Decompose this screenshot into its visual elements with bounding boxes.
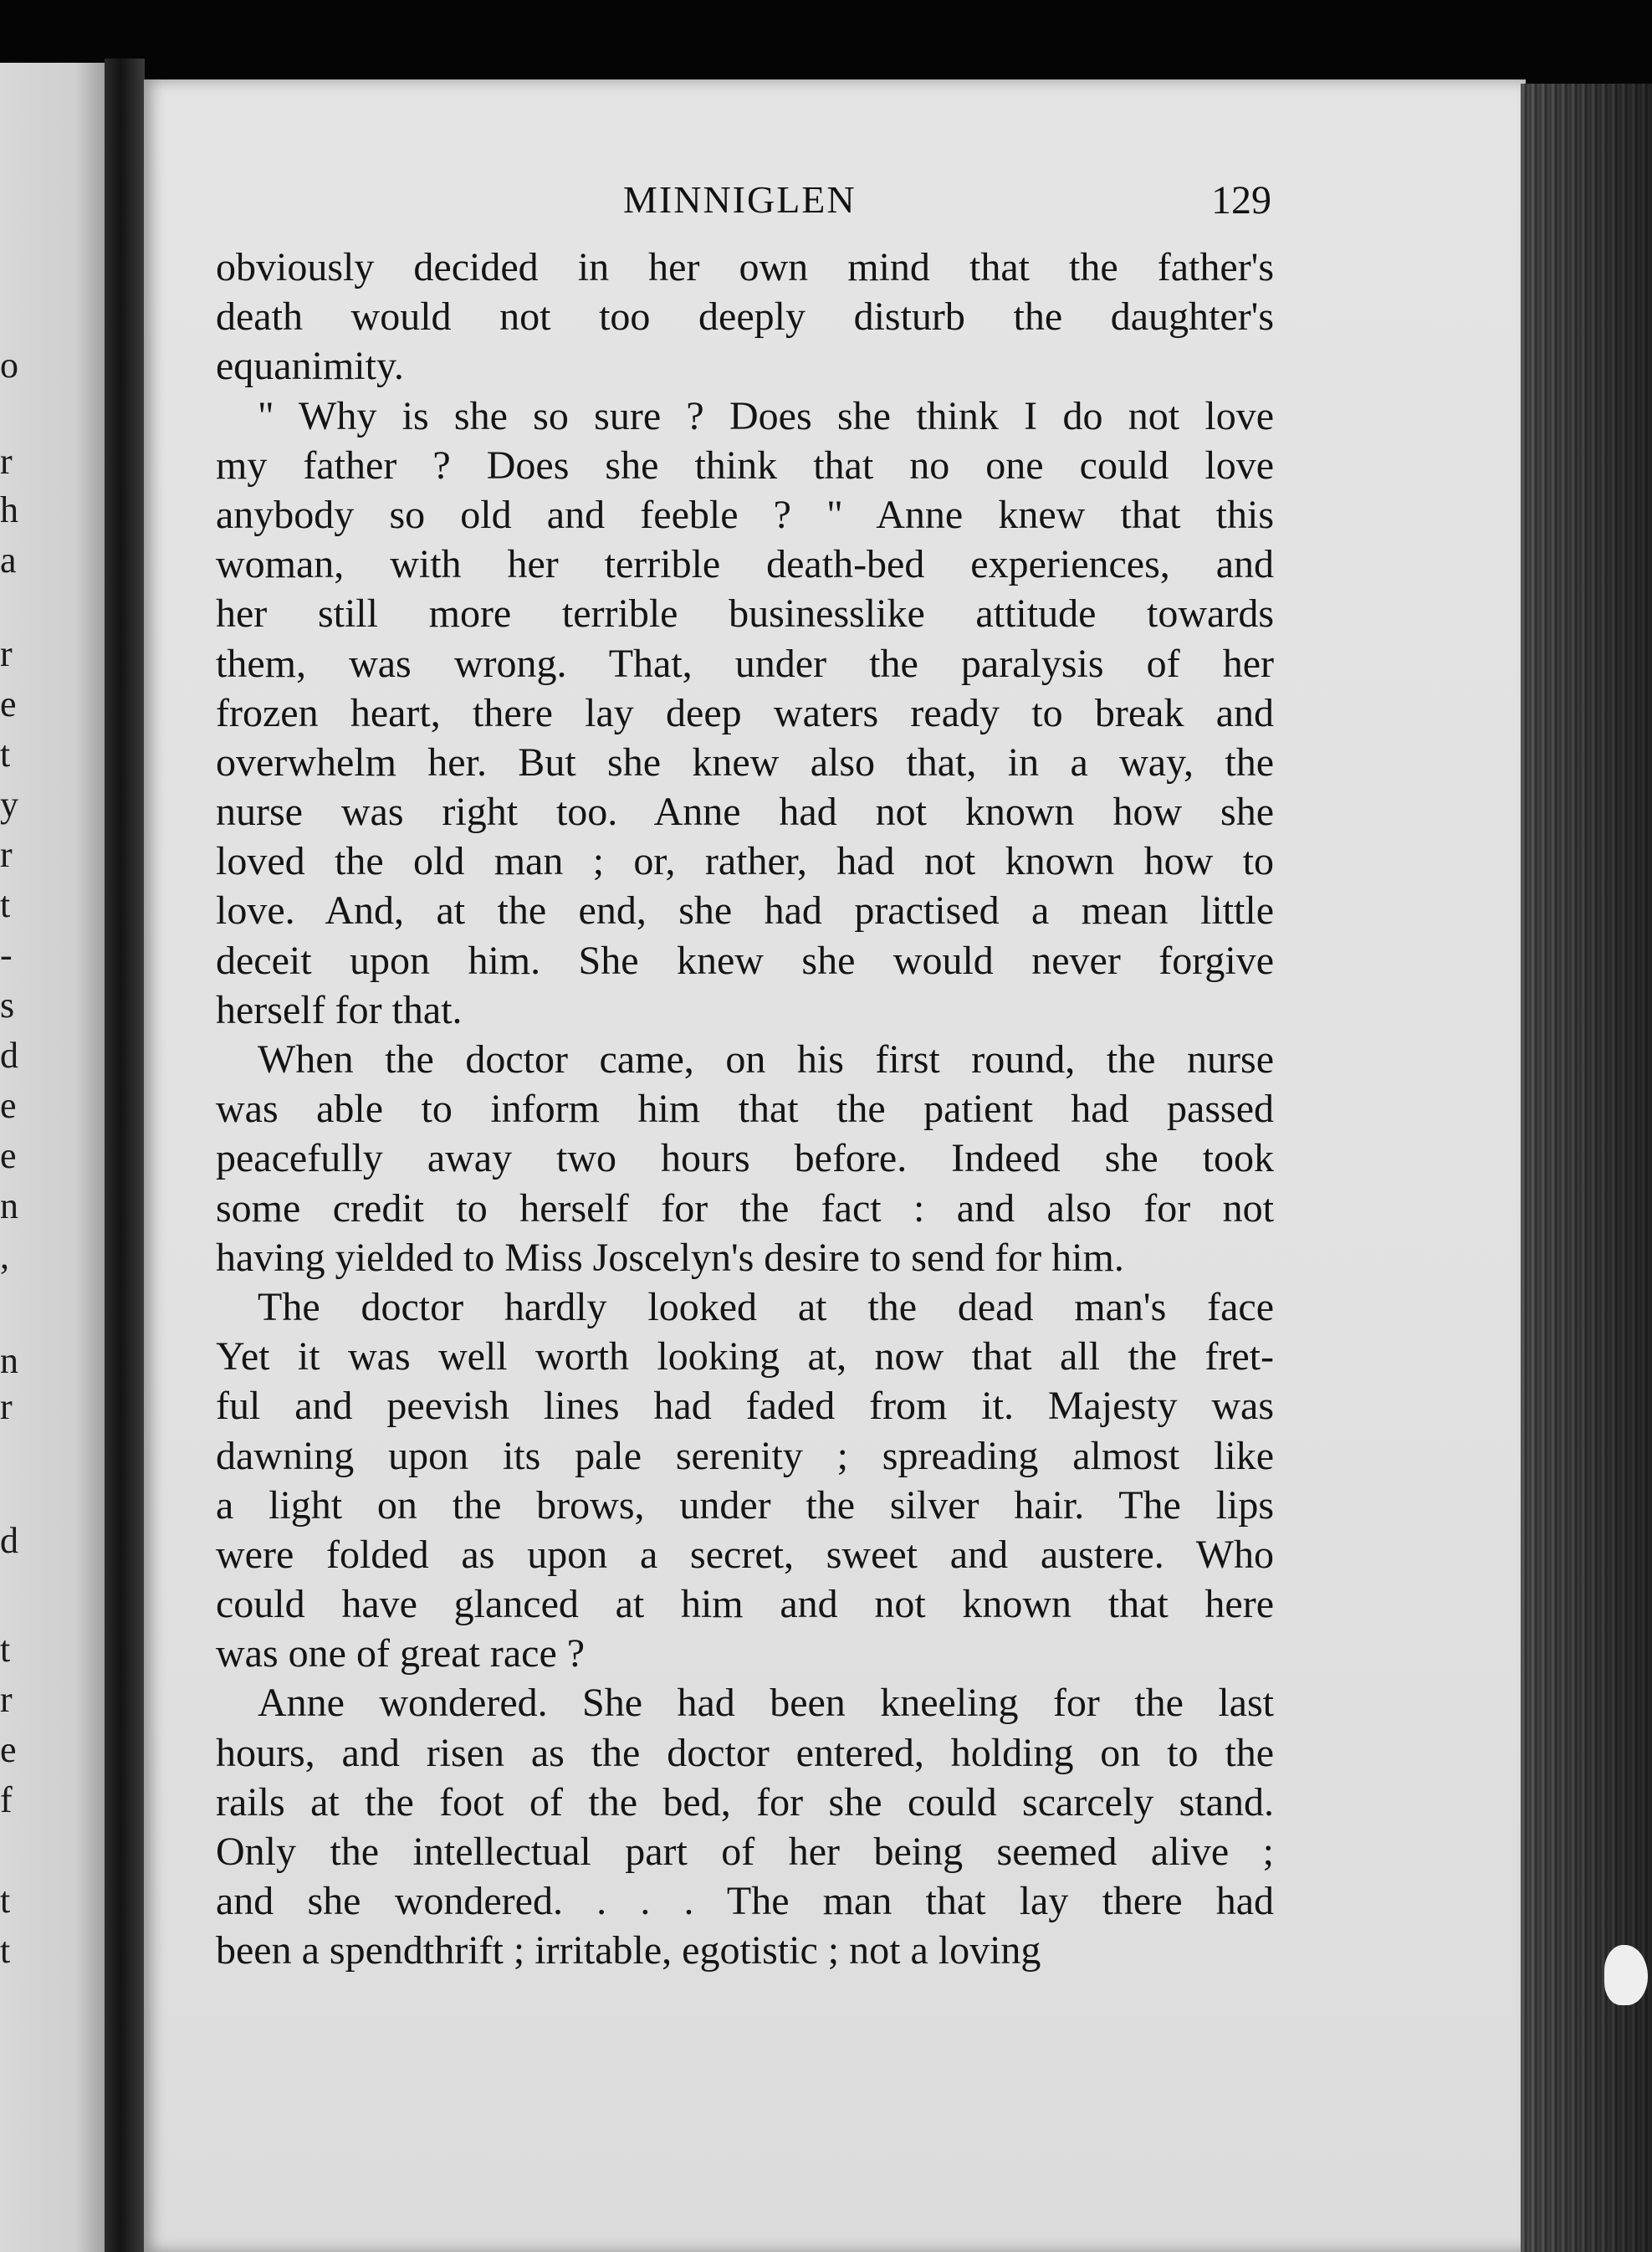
text-line: was one of great race ? [216,1631,586,1676]
text-line: hours, and risen as the doctor entered, holding on to the [216,1730,1274,1775]
previous-page-fragment: h [0,489,18,530]
text-line: love. And, at the end, she had practised a mean little [216,888,1274,934]
text-line: obviously decided in her own mind that the father's [216,245,1274,289]
text-line: dawning upon its pale serenity ; spreading almost like [216,1433,1274,1478]
text-line: were folded as upon a secret, sweet and austere. Who [216,1532,1274,1577]
text-line: and she wondered. . . . The man that lay there had [216,1879,1274,1924]
text-line: was able to inform him that the patient had passed [216,1087,1274,1132]
previous-page-fragment: r [0,441,13,482]
text-line: " Why is she so sure ? Does she think I do not love [258,393,1274,438]
text-line: herself for that. [216,987,463,1032]
text-line: her still more terrible businesslike attitude towards [216,591,1274,637]
previous-page-fragment: n [0,1340,18,1381]
text-line: my father ? Does she think that no one could love [216,443,1274,488]
text-line: equanimity. [216,344,404,389]
previous-page-fragment: f [0,1779,13,1820]
previous-page-fragment: - [0,934,13,975]
previous-page-fragment: , [0,1236,9,1277]
book-block-shadow [1521,84,1652,2252]
text-line: a light on the brows, under the silver hair. The lips [216,1482,1274,1528]
text-line: them, was wrong. That, under the paralysis of her [216,641,1274,686]
text-line: been a spendthrift ; irritable, egotistic ; not a loving [216,1928,1041,1973]
previous-page-fragment: t [0,734,11,775]
previous-page-fragment: t [0,1930,11,1971]
text-line: ful and peevish lines had faded from it. Majesty was [216,1384,1274,1429]
text-line: anybody so old and feeble ? " Anne knew that this [216,492,1274,537]
text-line: deceit upon him. She knew she would never forgive [216,938,1274,983]
text-line: death would not too deeply disturb the daughter's [216,294,1274,340]
text-line: When the doctor came, on his first round, the nurse [258,1037,1274,1082]
running-head [0,177,1652,228]
text-line: loved the old man ; or, rather, had not known how to [216,839,1274,884]
previous-page-fragment: o [0,345,18,386]
body-text [216,243,1274,1976]
text-line: frozen heart, there lay deep waters ready to break and [216,690,1274,735]
text-line: having yielded to Miss Joscelyn's desire to send for him. [216,1235,1124,1280]
text-line: nurse was right too. Anne had not known how she [216,790,1274,835]
text-line: could have glanced at him and not known that here [216,1582,1274,1627]
previous-page-fragment: r [0,1679,13,1720]
previous-page-fragment: r [0,1386,13,1427]
previous-page-line-endings [0,0,33,2252]
text-line: Anne wondered. She had been kneeling for the last [258,1681,1274,1726]
text-line: some credit to herself for the fact : and also for not [216,1185,1274,1231]
previous-page-fragment: d [0,1035,18,1076]
previous-page-fragment: n [0,1185,18,1226]
previous-page-fragment: t [0,1629,11,1670]
previous-page-fragment: d [0,1520,18,1561]
previous-page-fragment: e [0,1729,17,1770]
text-line: peacefully away two hours before. Indeed she took [216,1136,1274,1181]
previous-page-fragment: t [0,884,11,925]
text-line: overwhelm her. But she knew also that, in a way, the [216,740,1274,785]
previous-page-fragment: e [0,683,17,724]
page-number: 129 [1211,178,1271,223]
running-head-title: MINNIGLEN [623,178,857,221]
paper-blot [1604,1945,1648,2005]
book-gutter [105,59,145,2252]
text-line: woman, with her terrible death-bed experiences, and [216,542,1274,587]
previous-page-fragment: y [0,784,18,825]
text-line: The doctor hardly looked at the dead man's face [258,1284,1274,1329]
previous-page-fragment: t [0,1880,11,1921]
text-line: Yet it was well worth looking at, now that all the fret- [216,1334,1274,1379]
previous-page-fragment: r [0,633,13,674]
text-line: rails at the foot of the bed, for she could scarcely stand. [216,1779,1274,1825]
previous-page-fragment: e [0,1085,17,1126]
text-line: Only the intellectual part of her being seemed alive ; [216,1830,1274,1874]
previous-page-fragment: r [0,834,13,875]
previous-page-fragment: e [0,1135,17,1176]
previous-page-fragment: a [0,540,17,581]
previous-page-fragment: s [0,985,15,1026]
